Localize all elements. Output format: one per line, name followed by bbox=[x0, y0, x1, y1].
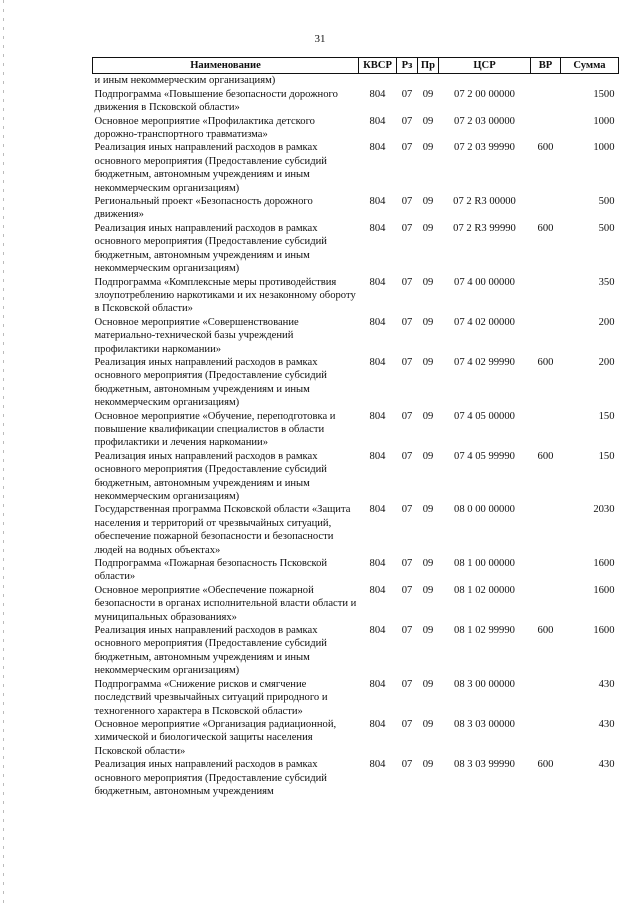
cell-rz: 07 bbox=[401, 115, 413, 127]
cell-kvsr: 804 bbox=[369, 718, 386, 730]
cell-name: Реализация иных направлений расходов в рамках основного мероприятия (Предоставление субсидий бюджетным, автономным учреждениям и иным некоммерческим организациям) bbox=[94, 625, 327, 677]
cell-csr: 08 1 02 99990 bbox=[454, 625, 515, 637]
cell-sum: 350 bbox=[598, 276, 615, 288]
header-rz: Рз bbox=[397, 58, 418, 74]
cell-rz: 07 bbox=[401, 504, 413, 516]
cell-kvsr bbox=[359, 74, 397, 88]
cell-vr bbox=[531, 88, 561, 115]
cell-vr bbox=[531, 718, 561, 758]
table-row bbox=[93, 195, 619, 222]
cell-name: Основное мероприятие «Обучение, переподготовка и повышение квалификации специалистов в области профилактики и лечения наркомании» bbox=[94, 410, 336, 449]
cell-kvsr: 804 bbox=[369, 276, 386, 288]
cell-sum: 1000 bbox=[593, 115, 615, 127]
cell-pr: 09 bbox=[422, 196, 434, 208]
cell-pr: 09 bbox=[422, 276, 434, 288]
table-row bbox=[93, 276, 619, 316]
cell-sum: 430 bbox=[598, 759, 615, 771]
cell-pr: 09 bbox=[422, 450, 434, 462]
cell-sum: 500 bbox=[598, 196, 615, 208]
table-row bbox=[93, 678, 619, 718]
cell-rz: 07 bbox=[401, 718, 413, 730]
cell-name: Подпрограмма «Комплексные меры противодействия злоупотреблению наркотиками и их незаконному обороту в Псковской области» bbox=[94, 276, 356, 315]
header-vr: ВР bbox=[531, 58, 561, 74]
cell-pr: 09 bbox=[422, 584, 434, 596]
cell-name: Основное мероприятие «Обеспечение пожарной безопасности в органах исполнительной власти области и муниципальных образованиях» bbox=[94, 584, 357, 623]
cell-csr: 08 3 00 00000 bbox=[454, 678, 515, 690]
cell-pr: 09 bbox=[422, 115, 434, 127]
cell-vr: 600 bbox=[537, 356, 554, 368]
cell-kvsr: 804 bbox=[369, 625, 386, 637]
cell-kvsr: 804 bbox=[369, 759, 386, 771]
cell-vr bbox=[531, 195, 561, 222]
header-name: Наименование bbox=[93, 58, 359, 74]
cell-pr: 09 bbox=[422, 759, 434, 771]
cell-rz: 07 bbox=[401, 88, 413, 100]
cell-name: Реализация иных направлений расходов в рамках основного мероприятия (Предоставление субсидий бюджетным, автономным учреждениям и иным некоммерческим организациям) bbox=[94, 142, 327, 194]
cell-pr: 09 bbox=[422, 142, 434, 154]
cell-name: Основное мероприятие «Профилактика детского дорожно-транспортного травматизма» bbox=[94, 115, 315, 141]
cell-csr: 07 2 R3 00000 bbox=[453, 196, 516, 208]
cell-rz bbox=[397, 74, 418, 88]
cell-pr: 09 bbox=[422, 678, 434, 690]
header-csr: ЦСР bbox=[439, 58, 531, 74]
header-kvsr: КВСР bbox=[359, 58, 397, 74]
cell-csr: 08 3 03 99990 bbox=[454, 759, 515, 771]
cell-kvsr: 804 bbox=[369, 410, 386, 422]
cell-kvsr: 804 bbox=[369, 584, 386, 596]
cell-sum: 1600 bbox=[593, 584, 615, 596]
cell-kvsr: 804 bbox=[369, 115, 386, 127]
cell-rz: 07 bbox=[401, 759, 413, 771]
cell-vr bbox=[531, 503, 561, 557]
cell-vr bbox=[531, 557, 561, 584]
cell-rz: 07 bbox=[401, 222, 413, 234]
cell-rz: 07 bbox=[401, 410, 413, 422]
table-row bbox=[93, 410, 619, 450]
cell-sum: 2030 bbox=[593, 504, 615, 516]
table-row bbox=[93, 718, 619, 758]
cell-vr: 600 bbox=[537, 625, 554, 637]
cell-pr: 09 bbox=[422, 316, 434, 328]
cell-rz: 07 bbox=[401, 450, 413, 462]
cell-sum: 200 bbox=[598, 356, 615, 368]
table-row bbox=[93, 584, 619, 624]
cell-kvsr: 804 bbox=[369, 504, 386, 516]
cell-vr bbox=[531, 74, 561, 88]
cell-rz: 07 bbox=[401, 678, 413, 690]
cell-name: Реализация иных направлений расходов в рамках основного мероприятия (Предоставление субсидий бюджетным, автономным учреждениям и иным некоммерческим организациям) bbox=[94, 356, 327, 409]
cell-rz: 07 bbox=[401, 142, 413, 154]
cell-name: Реализация иных направлений расходов в рамках основного мероприятия (Предоставление субсидий бюджетным, автономным учреждениям и иным некоммерческим организациям) bbox=[94, 450, 327, 502]
cell-vr: 600 bbox=[537, 222, 554, 234]
scan-edge bbox=[3, 0, 4, 905]
cell-csr: 08 3 03 00000 bbox=[454, 718, 515, 730]
table-row bbox=[93, 503, 619, 557]
cell-vr bbox=[531, 584, 561, 624]
cell-sum: 200 bbox=[598, 316, 615, 328]
cell-csr: 07 4 02 99990 bbox=[454, 356, 515, 368]
cell-vr bbox=[531, 678, 561, 718]
cell-rz: 07 bbox=[401, 196, 413, 208]
cell-name: Основное мероприятие «Совершенствование материально-технической базы учреждений профилактики наркомании» bbox=[94, 316, 299, 355]
cell-name: Подпрограмма «Снижение рисков и смягчение последствий чрезвычайных ситуаций природного и техногенного характера в Псковской области» bbox=[94, 678, 328, 717]
cell-rz: 07 bbox=[401, 356, 413, 368]
cell-csr: 07 2 03 99990 bbox=[454, 142, 515, 154]
cell-sum: 1600 bbox=[593, 625, 615, 637]
cell-name: Региональный проект «Безопасность дорожного движения» bbox=[94, 196, 313, 221]
page-number: 31 bbox=[314, 33, 326, 45]
header-pr: Пр bbox=[418, 58, 439, 74]
cell-csr: 07 4 00 00000 bbox=[454, 276, 515, 288]
cell-vr: 600 bbox=[537, 142, 554, 154]
cell-rz: 07 bbox=[401, 625, 413, 637]
cell-vr bbox=[531, 410, 561, 450]
cell-vr: 600 bbox=[537, 759, 554, 771]
cell-csr: 07 4 05 00000 bbox=[454, 410, 515, 422]
cell-kvsr: 804 bbox=[369, 356, 386, 368]
cell-sum: 1500 bbox=[593, 88, 615, 100]
cell-pr: 09 bbox=[422, 625, 434, 637]
header-sum: Сумма bbox=[561, 58, 619, 74]
cell-pr: 09 bbox=[422, 356, 434, 368]
cell-name: Реализация иных направлений расходов в рамках основного мероприятия (Предоставление субсидий бюджетным, автономным учреждениям bbox=[94, 759, 327, 797]
table-row bbox=[93, 557, 619, 584]
cell-sum: 430 bbox=[598, 718, 615, 730]
cell-kvsr: 804 bbox=[369, 142, 386, 154]
cell-name: Реализация иных направлений расходов в рамках основного мероприятия (Предоставление субсидий бюджетным, автономным учреждениям и иным некоммерческим организациям) bbox=[94, 222, 327, 275]
cell-pr: 09 bbox=[422, 504, 434, 516]
cell-name: Подпрограмма «Повышение безопасности дорожного движения в Псковской области» bbox=[94, 88, 338, 114]
table-row bbox=[93, 624, 619, 678]
cell-name: Основное мероприятие «Организация радиационной, химической и биологической защиты населения Псковской области» bbox=[94, 718, 337, 757]
table-row bbox=[93, 450, 619, 504]
cell-name: и иным некоммерческим организациям) bbox=[94, 75, 276, 87]
cell-kvsr: 804 bbox=[369, 316, 386, 328]
cell-sum: 150 bbox=[598, 410, 615, 422]
cell-pr: 09 bbox=[422, 88, 434, 100]
table-row bbox=[93, 758, 619, 798]
cell-sum: 1000 bbox=[593, 142, 615, 154]
cell-sum: 430 bbox=[598, 678, 615, 690]
table-row bbox=[93, 115, 619, 142]
cell-pr: 09 bbox=[422, 222, 434, 234]
cell-csr bbox=[439, 74, 531, 88]
budget-table bbox=[92, 57, 619, 798]
table-row bbox=[93, 141, 619, 195]
cell-kvsr: 804 bbox=[369, 222, 386, 234]
cell-pr: 09 bbox=[422, 410, 434, 422]
cell-sum: 1600 bbox=[593, 558, 615, 570]
cell-sum bbox=[561, 74, 619, 88]
table-row bbox=[93, 74, 619, 88]
cell-sum: 150 bbox=[598, 450, 615, 462]
cell-name: Подпрограмма «Пожарная безопасность Псковской области» bbox=[94, 558, 328, 583]
table-row bbox=[93, 222, 619, 276]
cell-pr: 09 bbox=[422, 558, 434, 570]
cell-csr: 07 2 00 00000 bbox=[454, 88, 515, 100]
table-row bbox=[93, 356, 619, 410]
table-row bbox=[93, 88, 619, 115]
cell-pr: 09 bbox=[422, 718, 434, 730]
cell-csr: 08 0 00 00000 bbox=[454, 504, 515, 516]
table-body bbox=[93, 74, 619, 798]
cell-kvsr: 804 bbox=[369, 678, 386, 690]
cell-csr: 07 2 R3 99990 bbox=[453, 222, 516, 234]
cell-csr: 07 4 05 99990 bbox=[454, 450, 515, 462]
cell-kvsr: 804 bbox=[369, 558, 386, 570]
cell-vr bbox=[531, 316, 561, 356]
cell-csr: 08 1 02 00000 bbox=[454, 584, 515, 596]
cell-csr: 07 4 02 00000 bbox=[454, 316, 515, 328]
cell-sum: 500 bbox=[598, 222, 615, 234]
cell-vr bbox=[531, 115, 561, 142]
cell-rz: 07 bbox=[401, 558, 413, 570]
cell-kvsr: 804 bbox=[369, 196, 386, 208]
table-row bbox=[93, 316, 619, 356]
cell-pr bbox=[418, 74, 439, 88]
cell-kvsr: 804 bbox=[369, 450, 386, 462]
cell-vr: 600 bbox=[537, 450, 554, 462]
cell-vr bbox=[531, 276, 561, 316]
cell-rz: 07 bbox=[401, 316, 413, 328]
cell-name: Государственная программа Псковской области «Защита населения и территорий от чрезвычайных ситуаций, обеспечение пожарной безопасности и безопасности людей на водных объектах» bbox=[94, 504, 351, 556]
cell-rz: 07 bbox=[401, 584, 413, 596]
cell-rz: 07 bbox=[401, 276, 413, 288]
cell-csr: 08 1 00 00000 bbox=[454, 558, 515, 570]
cell-csr: 07 2 03 00000 bbox=[454, 115, 515, 127]
cell-kvsr: 804 bbox=[369, 88, 386, 100]
table-header-row bbox=[93, 58, 619, 74]
